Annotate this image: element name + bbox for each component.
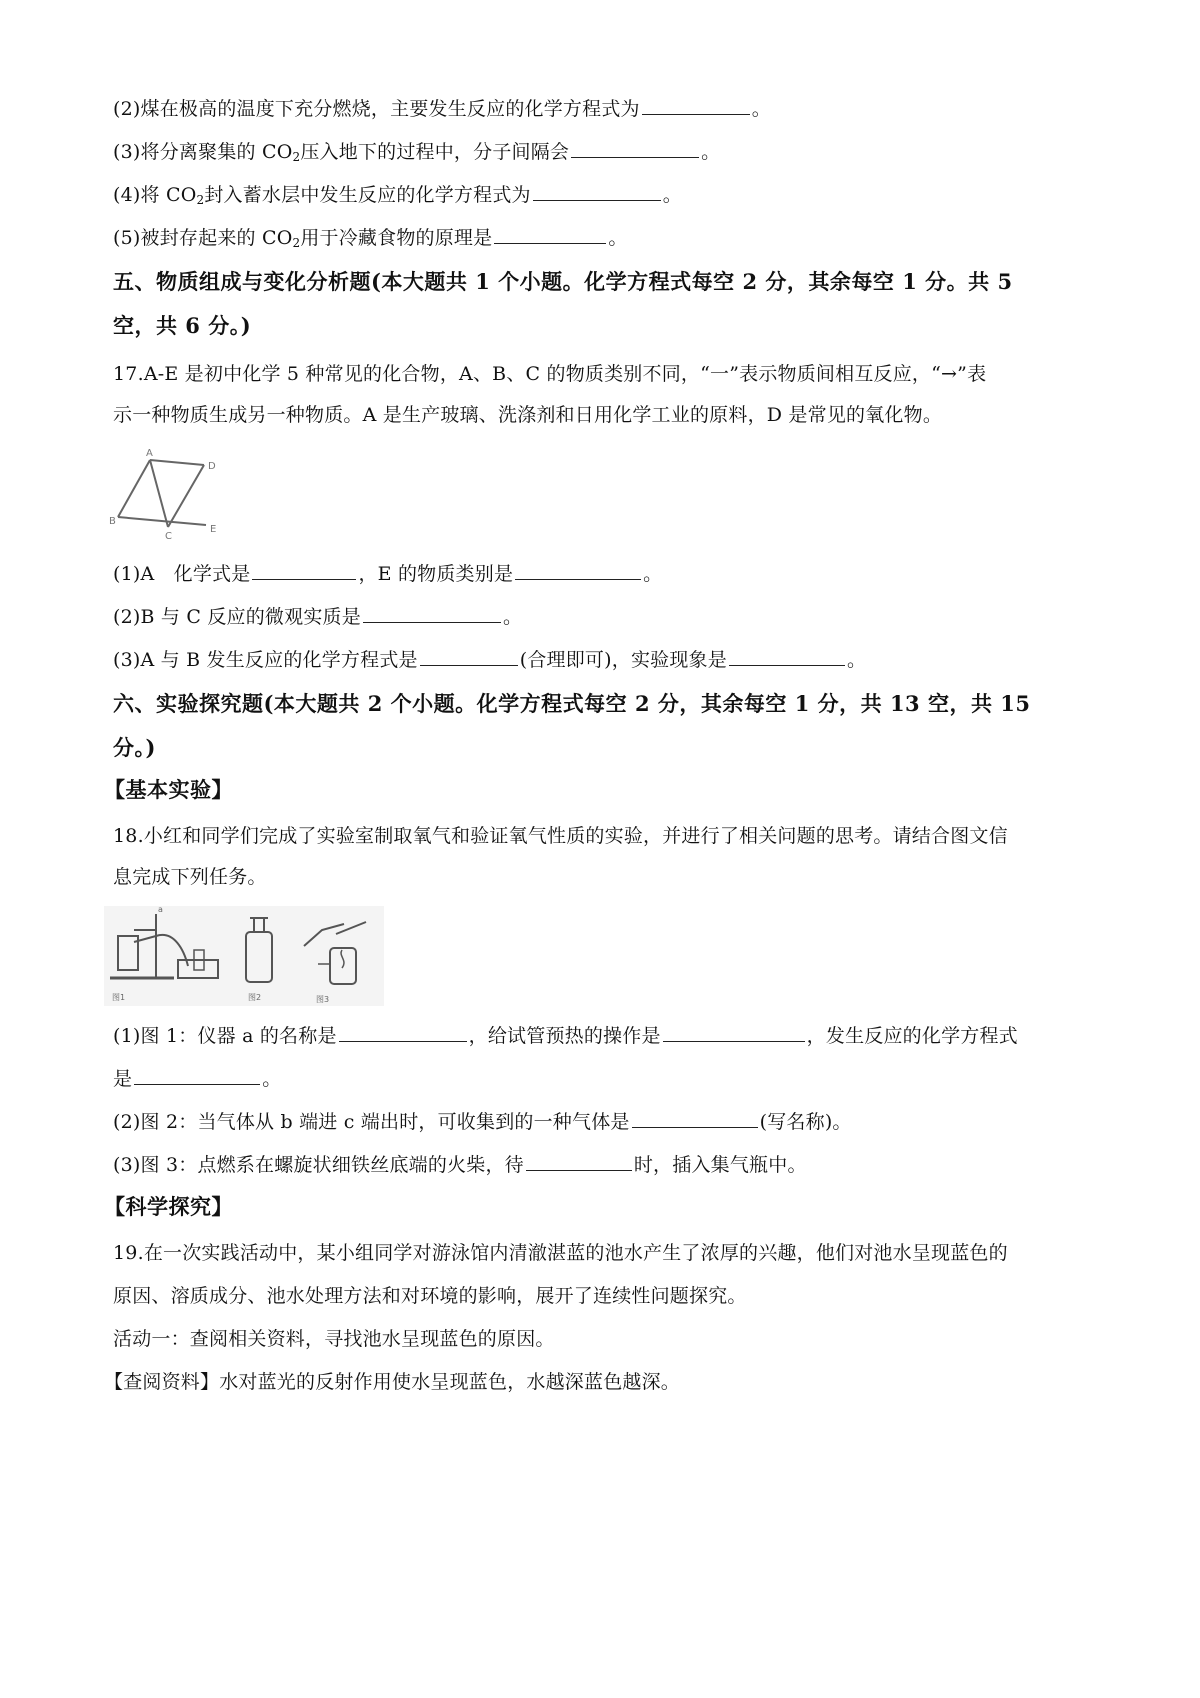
q19-stem-line-1: 19.在一次实践活动中，某小组同学对游泳馆内清澈湛蓝的池水产生了浓厚的兴趣，他们对池水呈现蓝色的 bbox=[113, 1242, 1008, 1264]
section-6-heading-line-2: 分。) bbox=[113, 735, 156, 760]
diagram-label-a: A bbox=[146, 448, 153, 459]
q18-item-1 bbox=[113, 1023, 1018, 1049]
subscript: 2 bbox=[292, 150, 301, 164]
q18-apparatus-figure bbox=[104, 906, 384, 1006]
q18-stem-line-1: 18.小红和同学们完成了实验室制取氧气和验证氧气性质的实验，并进行了相关问题的思考。请结合图文信 bbox=[113, 825, 1008, 847]
q17-item-3-text-b: (合理即可)，实验现象是 bbox=[519, 649, 727, 671]
answer-blank[interactable] bbox=[494, 225, 606, 244]
figure-3-label: 图3 bbox=[316, 995, 330, 1004]
answer-blank[interactable] bbox=[729, 647, 845, 666]
diagram-label-e: E bbox=[210, 524, 217, 535]
q18-item-2-text: (2)图 2：当气体从 b 端进 c 端出时，可收集到的一种气体是 bbox=[113, 1111, 630, 1133]
q17-item-1-text-b: ，E 的物质类别是 bbox=[358, 563, 514, 585]
section-5-heading-line-1: 五、物质组成与变化分析题(本大题共 1 个小题。化学方程式每空 2 分，其余每空 1 分。共 5 bbox=[113, 269, 1013, 294]
basic-experiment-heading: 【基本实验】 bbox=[104, 777, 233, 802]
answer-blank[interactable] bbox=[515, 561, 641, 580]
q16-item-3-text-b: 压入地下的过程中，分子间隔会 bbox=[300, 141, 570, 163]
q16-item-2 bbox=[113, 96, 771, 122]
answer-blank[interactable] bbox=[642, 96, 750, 115]
answer-blank[interactable] bbox=[632, 1109, 758, 1128]
q18-stem-line-2: 息完成下列任务。 bbox=[113, 866, 267, 888]
punct: 。 bbox=[262, 1068, 282, 1090]
answer-blank[interactable] bbox=[252, 561, 356, 580]
q18-item-1-cont bbox=[113, 1066, 281, 1092]
q16-item-3-text-a: (3)将分离聚集的 CO bbox=[113, 141, 293, 163]
q18-item-1-text-b: ，给试管预热的操作是 bbox=[468, 1025, 661, 1047]
punct: 。 bbox=[846, 649, 867, 671]
answer-blank[interactable] bbox=[526, 1152, 632, 1171]
q16-item-5-text-b: 用于冷藏食物的原理是 bbox=[300, 227, 493, 249]
diagram-label-c: C bbox=[165, 531, 172, 542]
q18-item-1-text-c: ，发生反应的化学方程式 bbox=[806, 1025, 1018, 1047]
q18-item-2-note: (写名称)。 bbox=[759, 1111, 852, 1133]
q17-item-1 bbox=[113, 561, 662, 587]
answer-blank[interactable] bbox=[134, 1066, 260, 1085]
answer-blank[interactable] bbox=[363, 604, 501, 623]
q19-activity-1: 活动一：查阅相关资料，寻找池水呈现蓝色的原因。 bbox=[113, 1328, 555, 1350]
answer-blank[interactable] bbox=[420, 647, 518, 666]
diagram-label-b: B bbox=[109, 516, 116, 527]
q17-relation-diagram bbox=[108, 442, 233, 542]
q18-item-1-text-a: (1)图 1：仪器 a 的名称是 bbox=[113, 1025, 337, 1047]
punct: 。 bbox=[751, 98, 771, 120]
q16-item-5-text-a: (5)被封存起来的 CO bbox=[113, 227, 293, 249]
subscript: 2 bbox=[196, 193, 205, 207]
q16-item-4-text-a: (4)将 CO bbox=[113, 184, 197, 206]
q16-item-3 bbox=[113, 139, 720, 165]
q17-item-2 bbox=[113, 604, 522, 630]
q18-item-3 bbox=[113, 1152, 807, 1178]
q18-item-3-end: 时，插入集气瓶中。 bbox=[633, 1154, 807, 1176]
q18-item-2 bbox=[113, 1109, 852, 1135]
q16-item-2-text: (2)煤在极高的温度下充分燃烧，主要发生反应的化学方程式为 bbox=[113, 98, 640, 120]
q19-reference-note: 【查阅资料】水对蓝光的反射作用使水呈现蓝色，水越深蓝色越深。 bbox=[104, 1371, 681, 1393]
q18-item-1-text-d: 是 bbox=[113, 1068, 133, 1090]
science-inquiry-heading: 【科学探究】 bbox=[104, 1194, 233, 1219]
q18-item-3-text: (3)图 3：点燃系在螺旋状细铁丝底端的火柴，待 bbox=[113, 1154, 524, 1176]
answer-blank[interactable] bbox=[339, 1023, 467, 1042]
section-5-heading-line-2: 空，共 6 分。) bbox=[113, 313, 252, 338]
q16-item-5 bbox=[113, 225, 628, 251]
punct: 。 bbox=[608, 227, 628, 249]
diagram-label-d: D bbox=[208, 461, 216, 472]
punct: 。 bbox=[701, 141, 721, 163]
punct: 。 bbox=[662, 184, 682, 206]
punct: 。 bbox=[502, 606, 523, 628]
q17-item-3 bbox=[113, 647, 866, 673]
q17-item-2-text: (2)B 与 C 反应的微观实质是 bbox=[113, 606, 361, 628]
svg-text:a: a bbox=[158, 906, 163, 914]
punct: 。 bbox=[643, 563, 663, 585]
answer-blank[interactable] bbox=[533, 182, 661, 201]
q17-stem-line-2: 示一种物质生成另一种物质。A 是生产玻璃、洗涤剂和日用化学工业的原料，D 是常见的氧化物。 bbox=[113, 404, 943, 426]
q17-item-1-text-a: (1)A 化学式是 bbox=[113, 563, 251, 585]
answer-blank[interactable] bbox=[663, 1023, 805, 1042]
q19-stem-line-2: 原因、溶质成分、池水处理方法和对环境的影响，展开了连续性问题探究。 bbox=[113, 1285, 747, 1307]
figure-2-label: 图2 bbox=[248, 993, 262, 1002]
q17-item-3-text-a: (3)A 与 B 发生反应的化学方程式是 bbox=[113, 649, 418, 671]
figure-1-label: 图1 bbox=[112, 993, 126, 1002]
q16-item-4 bbox=[113, 182, 682, 208]
q16-item-4-text-b: 封入蓄水层中发生反应的化学方程式为 bbox=[204, 184, 531, 206]
q17-stem-line-1: 17.A-E 是初中化学 5 种常见的化合物，A、B、C 的物质类别不同，“一”表示物质间相互反应，“→”表 bbox=[113, 363, 987, 385]
subscript: 2 bbox=[292, 236, 301, 250]
answer-blank[interactable] bbox=[571, 139, 699, 158]
section-6-heading-line-1: 六、实验探究题(本大题共 2 个小题。化学方程式每空 2 分，其余每空 1 分，共 13 空，共 15 bbox=[113, 691, 1031, 716]
